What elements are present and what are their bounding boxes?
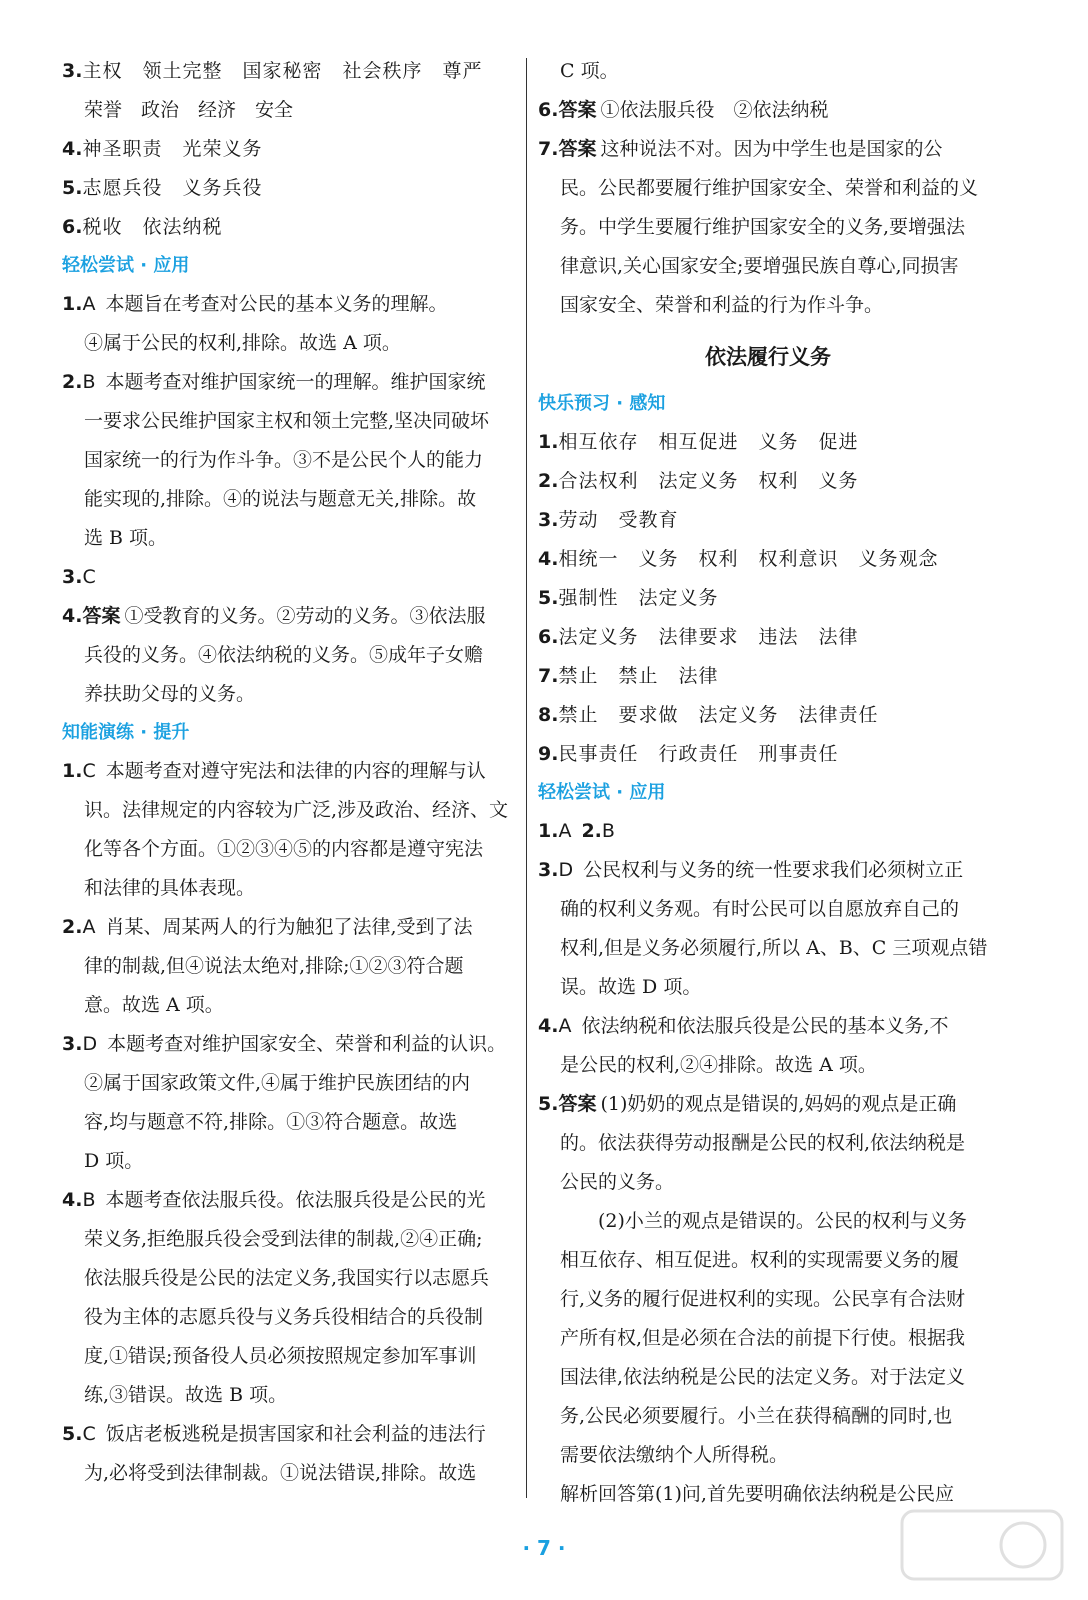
answer-item: 3.劳动 受教育 — [538, 509, 679, 531]
answer-line: 容,均与题意不符,排除。①③符合题意。故选 — [84, 1111, 458, 1133]
answer-item: 3.C — [62, 566, 96, 588]
answer-line: 国法律,依法纳税是公民的法定义务。对于法定义 — [560, 1366, 966, 1388]
answer-item: 4.A 依法纳税和依法服兵役是公民的基本义务,不 — [538, 1015, 949, 1037]
answer-item: 4.答案 ①受教育的义务。②劳动的义务。③依法服 — [62, 605, 486, 627]
answer-item: 6.答案 ①依法服兵役 ②依法纳税 — [538, 99, 829, 121]
answer-line: 荣誉 政治 经济 安全 — [84, 99, 294, 121]
answer-item: 6.法定义务 法律要求 违法 法律 — [538, 626, 859, 648]
answer-line: 国家统一的行为作斗争。③不是公民个人的能力 — [84, 449, 484, 471]
answer-item: 4.B 本题考查依法服兵役。依法服兵役是公民的光 — [62, 1189, 486, 1211]
answer-line: 选 B 项。 — [84, 527, 168, 549]
left-column — [62, 52, 522, 1493]
page-number: · 7 · — [522, 1536, 566, 1560]
answer-line: (2)小兰的观点是错误的。公民的权利与义务 — [598, 1210, 967, 1232]
answer-line: 荣义务,拒绝服兵役会受到法律的制裁,②④正确; — [84, 1228, 483, 1250]
answer-line: 务,公民必须要履行。小兰在获得稿酬的同时,也 — [560, 1405, 953, 1427]
answer-line: 公民的义务。 — [560, 1171, 675, 1193]
answer-item: 7.禁止 禁止 法律 — [538, 665, 719, 687]
answer-line: 产所有权,但是必须在合法的前提下行使。根据我 — [560, 1327, 966, 1349]
section-title: 知能演练 · 提升 — [62, 722, 190, 743]
answer-line: 识。法律规定的内容较为广泛,涉及政治、经济、文 — [84, 799, 509, 821]
answer-line: ④属于公民的权利,排除。故选 A 项。 — [84, 332, 401, 354]
answer-line: 的。依法获得劳动报酬是公民的权利,依法纳税是 — [560, 1132, 966, 1154]
answer-line: 一要求公民维护国家主权和领土完整,坚决同破坏 — [84, 410, 490, 432]
answer-item: 3.D 公民权利与义务的统一性要求我们必须树立正 — [538, 859, 964, 881]
answer-line: ②属于国家政策文件,④属于维护民族团结的内 — [84, 1072, 471, 1094]
answer-line: 需要依法缴纳个人所得税。 — [560, 1444, 789, 1466]
answer-line: 役为主体的志愿兵役与义务兵役相结合的兵役制 — [84, 1306, 484, 1328]
answer-item: 2.A 肖某、周某两人的行为触犯了法律,受到了法 — [62, 916, 473, 938]
answer-line: 务。中学生要履行维护国家安全的义务,要增强法 — [560, 216, 966, 238]
answer-line: 兵役的义务。④依法纳税的义务。⑤成年子女赡 — [84, 644, 484, 666]
answer-item: 5.志愿兵役 义务兵役 — [62, 177, 263, 199]
answer-line: 国家安全、荣誉和利益的行为作斗争。 — [560, 294, 884, 316]
answer-line: 意。故选 A 项。 — [84, 994, 224, 1016]
answer-line: 度,①错误;预备役人员必须按照规定参加军事训 — [84, 1345, 477, 1367]
answer-item: 1.相互依存 相互促进 义务 促进 — [538, 431, 859, 453]
watermark-logo-icon — [898, 1505, 1068, 1585]
section-title: 轻松尝试 · 应用 — [62, 255, 190, 276]
lesson-heading: 依法履行义务 — [705, 345, 831, 369]
answer-item: 3.D 本题考查对维护国家安全、荣誉和利益的认识。 — [62, 1033, 507, 1055]
answer-item: 9.民事责任 行政责任 刑事责任 — [538, 743, 839, 765]
answer-item: 1.A 本题旨在考查对公民的基本义务的理解。 — [62, 293, 448, 315]
answer-line: 确的权利义务观。有时公民可以自愿放弃自己的 — [560, 898, 960, 920]
section-title: 轻松尝试 · 应用 — [538, 782, 666, 803]
answer-item: 3.主权 领土完整 国家秘密 社会秩序 尊严 — [62, 60, 483, 82]
answer-item: 6.税收 依法纳税 — [62, 216, 223, 238]
answer-item: 2.B 本题考查对维护国家统一的理解。维护国家统 — [62, 371, 486, 393]
answer-line: C 项。 — [560, 60, 619, 82]
answer-item: 5.强制性 法定义务 — [538, 587, 719, 609]
answer-line: 为,必将受到法律制裁。①说法错误,排除。故选 — [84, 1462, 477, 1484]
answer-line: 是公民的权利,②④排除。故选 A 项。 — [560, 1054, 877, 1076]
answer-line: 化等各个方面。①②③④⑤的内容都是遵守宪法 — [84, 838, 484, 860]
answer-line: 律的制裁,但④说法太绝对,排除;①②③符合题 — [84, 955, 464, 977]
right-column — [538, 52, 998, 1514]
answer-item: 8.禁止 要求做 法定义务 法律责任 — [538, 704, 879, 726]
answer-line: 能实现的,排除。④的说法与题意无关,排除。故 — [84, 488, 477, 510]
answer-line: D 项。 — [84, 1150, 144, 1172]
answer-line: 律意识,关心国家安全;要增强民族自尊心,同损害 — [560, 255, 959, 277]
answer-line: 养扶助父母的义务。 — [84, 683, 256, 705]
answer-line: 和法律的具体表现。 — [84, 877, 256, 899]
answer-line: 相互依存、相互促进。权利的实现需要义务的履 — [560, 1249, 960, 1271]
answer-item: 7.答案 这种说法不对。因为中学生也是国家的公 — [538, 138, 943, 160]
answer-item: 1.C 本题考查对遵守宪法和法律的内容的理解与认 — [62, 760, 486, 782]
answer-line: 行,义务的履行促进权利的实现。公民享有合法财 — [560, 1288, 966, 1310]
answer-item: 4.相统一 义务 权利 权利意识 义务观念 — [538, 548, 939, 570]
answer-item: 5.C 饭店老板逃税是损害国家和社会利益的违法行 — [62, 1423, 486, 1445]
answer-line: 依法服兵役是公民的法定义务,我国实行以志愿兵 — [84, 1267, 490, 1289]
analysis-line: 解析回答第(1)问,首先要明确依法纳税是公民应 — [560, 1483, 954, 1505]
answer-item: 4.神圣职责 光荣义务 — [62, 138, 263, 160]
answer-item: 5.答案 (1)奶奶的观点是错误的,妈妈的观点是正确 — [538, 1093, 957, 1115]
answer-item: 2.合法权利 法定义务 权利 义务 — [538, 470, 859, 492]
answer-line: 权利,但是义务必须履行,所以 A、B、C 三项观点错 — [560, 937, 988, 959]
answer-line: 误。故选 D 项。 — [560, 976, 702, 998]
answer-line: 练,③错误。故选 B 项。 — [84, 1384, 288, 1406]
answer-item: 1.A 2.B — [538, 820, 615, 842]
answer-line: 民。公民都要履行维护国家安全、荣誉和利益的义 — [560, 177, 979, 199]
column-divider — [526, 58, 527, 1498]
section-title: 快乐预习 · 感知 — [538, 393, 666, 414]
